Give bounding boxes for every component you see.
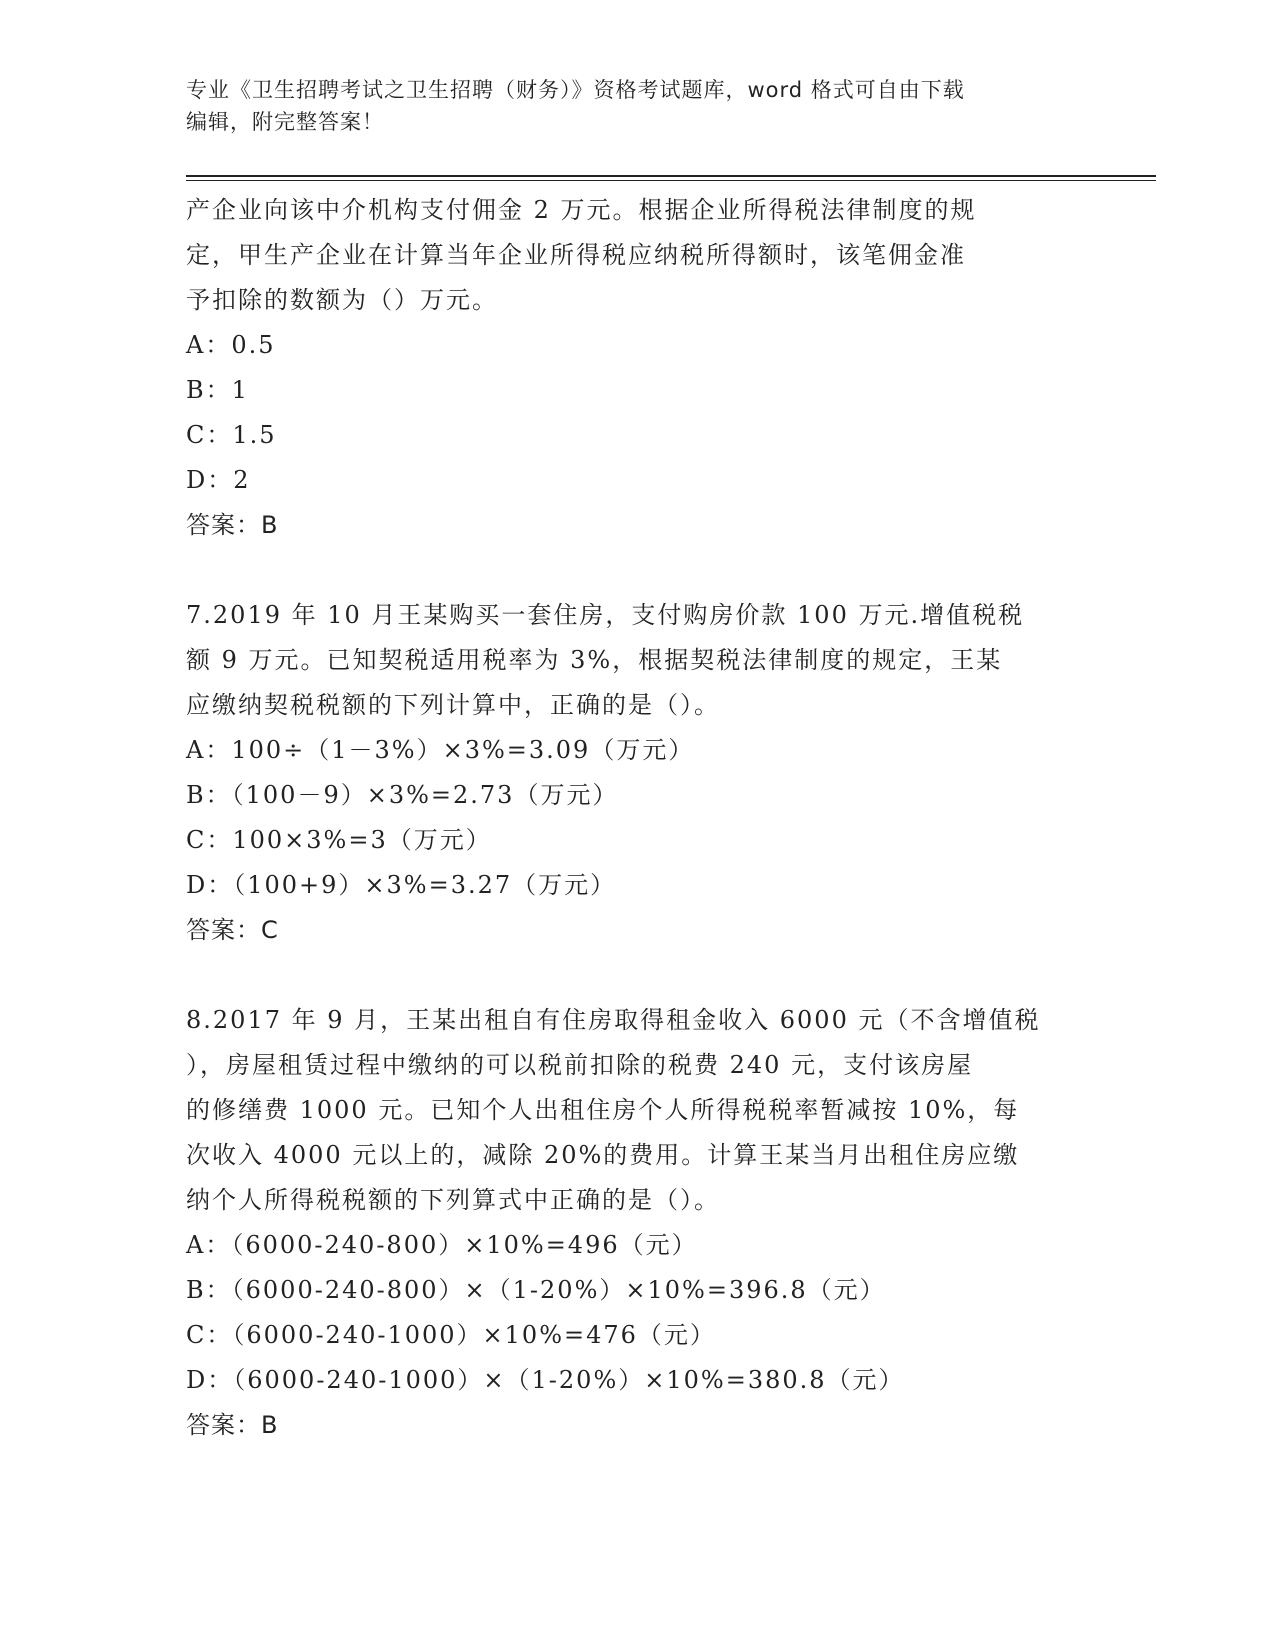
page-header	[186, 74, 1086, 138]
answer-label: 答案：B	[186, 1411, 279, 1439]
question-stem-line: 8.2017 年 9 月，王某出租自有住房取得租金收入 6000 元（不含增值税	[186, 1006, 1041, 1034]
header-line: 编辑，附完整答案！	[186, 110, 384, 134]
header-divider	[186, 175, 1156, 181]
question-stem-line: 应缴纳契税税额的下列计算中，正确的是（）。	[186, 691, 720, 719]
option-b: B：（6000-240-800）×（1-20%）×10%=396.8（元）	[186, 1276, 886, 1304]
option-a: A：100÷（1－3%）×3%=3.09（万元）	[186, 736, 695, 764]
question-stem-line: 7.2019 年 10 月王某购买一套住房，支付购房价款 100 万元.增值税税	[186, 601, 1025, 629]
option-a: A：（6000-240-800）×10%=496（元）	[186, 1231, 698, 1259]
question-stem-line: 额 9 万元。已知契税适用税率为 3%，根据契税法律制度的规定，王某	[186, 646, 1003, 674]
option-c: C：（6000-240-1000）×10%=476（元）	[186, 1321, 716, 1349]
question-stem-line: 予扣除的数额为（）万元。	[186, 286, 498, 314]
question-8	[186, 998, 1106, 1448]
spacer	[186, 953, 1106, 998]
question-6	[186, 188, 1106, 548]
option-d: D：2	[186, 466, 251, 494]
question-stem-line: ），房屋租赁过程中缴纳的可以税前扣除的税费 240 元，支付该房屋	[186, 1051, 974, 1079]
header-line: 专业《卫生招聘考试之卫生招聘（财务）》资格考试题库，word 格式可自由下载	[186, 78, 965, 102]
option-b: B：1	[186, 376, 249, 404]
question-stem-line: 定，甲生产企业在计算当年企业所得税应纳税所得额时，该笔佣金准	[186, 241, 966, 269]
option-c: C：100×3%=3（万元）	[186, 826, 492, 854]
answer-label: 答案：B	[186, 511, 279, 539]
option-d: D：（6000-240-1000）×（1-20%）×10%=380.8（元）	[186, 1366, 905, 1394]
answer-label: 答案：C	[186, 916, 279, 944]
question-content	[186, 188, 1106, 1448]
option-b: B：（100－9）×3%=2.73（万元）	[186, 781, 619, 809]
question-7	[186, 593, 1106, 953]
option-c: C：1.5	[186, 421, 277, 449]
option-d: D：（100+9）×3%=3.27（万元）	[186, 871, 617, 899]
question-stem-line: 次收入 4000 元以上的，减除 20%的费用。计算王某当月出租住房应缴	[186, 1141, 1020, 1169]
option-a: A：0.5	[186, 331, 276, 359]
question-stem-line: 产企业向该中介机构支付佣金 2 万元。根据企业所得税法律制度的规	[186, 196, 977, 224]
spacer	[186, 548, 1106, 593]
question-stem-line: 的修缮费 1000 元。已知个人出租住房个人所得税税率暂减按 10%，每	[186, 1096, 1020, 1124]
question-stem-line: 纳个人所得税税额的下列算式中正确的是（）。	[186, 1186, 720, 1214]
